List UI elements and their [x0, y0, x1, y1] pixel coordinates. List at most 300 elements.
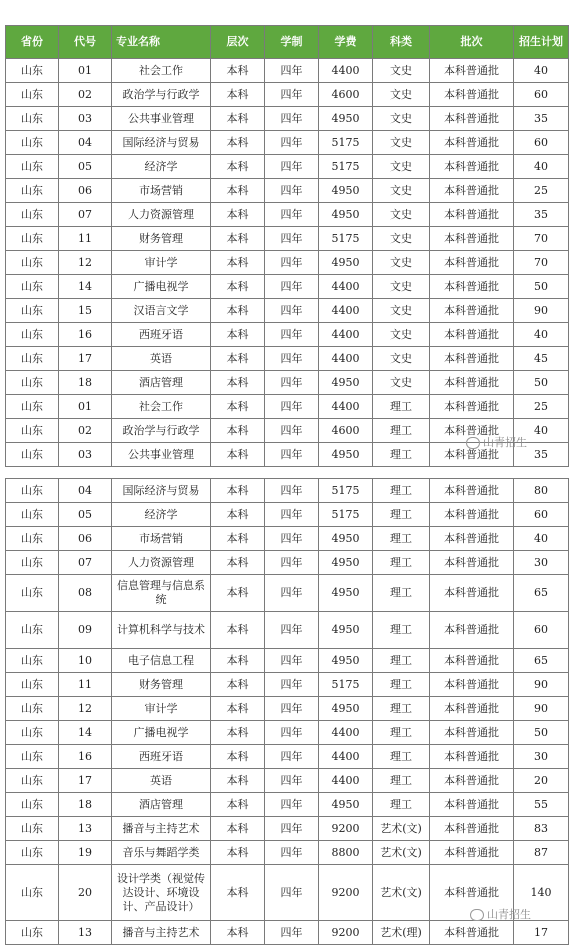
cell-batch: 本科普通批 — [430, 155, 514, 179]
cell-code: 19 — [59, 841, 112, 865]
cell-category: 文史 — [373, 59, 430, 83]
header-tuition: 学费 — [319, 26, 373, 59]
cell-quota: 60 — [514, 131, 569, 155]
cell-batch: 本科普通批 — [430, 551, 514, 575]
cell-batch: 本科普通批 — [430, 721, 514, 745]
cell-quota: 17 — [514, 921, 569, 945]
cell-code: 03 — [59, 107, 112, 131]
cell-major: 政治学与行政学 — [112, 83, 211, 107]
cell-province: 山东 — [6, 503, 59, 527]
cell-level: 本科 — [211, 612, 265, 649]
cell-province: 山东 — [6, 419, 59, 443]
cell-province: 山东 — [6, 575, 59, 612]
cell-duration: 四年 — [265, 323, 319, 347]
cell-tuition: 8800 — [319, 841, 373, 865]
cell-province: 山东 — [6, 347, 59, 371]
cell-batch: 本科普通批 — [430, 83, 514, 107]
table-row — [6, 395, 569, 419]
cell-code: 02 — [59, 419, 112, 443]
cell-duration: 四年 — [265, 649, 319, 673]
cell-major: 设计学类（视觉传达设计、环境设计、产品设计） — [112, 865, 211, 921]
cell-province: 山东 — [6, 395, 59, 419]
cell-category: 理工 — [373, 649, 430, 673]
cell-batch: 本科普通批 — [430, 841, 514, 865]
cell-batch: 本科普通批 — [430, 323, 514, 347]
cell-province: 山东 — [6, 179, 59, 203]
cell-batch: 本科普通批 — [430, 275, 514, 299]
cell-batch: 本科普通批 — [430, 371, 514, 395]
cell-duration: 四年 — [265, 745, 319, 769]
cell-category: 文史 — [373, 299, 430, 323]
cell-category: 理工 — [373, 697, 430, 721]
cell-province: 山东 — [6, 299, 59, 323]
cell-category: 文史 — [373, 131, 430, 155]
cell-level: 本科 — [211, 921, 265, 945]
table-row — [6, 841, 569, 865]
cell-batch: 本科普通批 — [430, 527, 514, 551]
table-row — [6, 575, 569, 612]
header-quota: 招生计划 — [514, 26, 569, 59]
cell-code: 18 — [59, 371, 112, 395]
cell-tuition: 4400 — [319, 769, 373, 793]
table-row — [6, 371, 569, 395]
cell-tuition: 9200 — [319, 921, 373, 945]
cell-province: 山东 — [6, 817, 59, 841]
cell-batch: 本科普通批 — [430, 697, 514, 721]
cell-level: 本科 — [211, 59, 265, 83]
cell-category: 文史 — [373, 179, 430, 203]
cell-major: 汉语言文学 — [112, 299, 211, 323]
cell-tuition: 5175 — [319, 673, 373, 697]
cell-code: 20 — [59, 865, 112, 921]
cell-category: 理工 — [373, 527, 430, 551]
table-row — [6, 251, 569, 275]
cell-duration: 四年 — [265, 347, 319, 371]
cell-quota: 50 — [514, 721, 569, 745]
cell-duration: 四年 — [265, 817, 319, 841]
cell-province: 山东 — [6, 745, 59, 769]
cell-level: 本科 — [211, 551, 265, 575]
cell-batch: 本科普通批 — [430, 793, 514, 817]
cell-level: 本科 — [211, 865, 265, 921]
cell-quota: 35 — [514, 203, 569, 227]
cell-province: 山东 — [6, 612, 59, 649]
table-row — [6, 697, 569, 721]
cell-major: 英语 — [112, 347, 211, 371]
cell-major: 财务管理 — [112, 673, 211, 697]
cell-duration: 四年 — [265, 479, 319, 503]
cell-batch: 本科普通批 — [430, 817, 514, 841]
cell-major: 播音与主持艺术 — [112, 921, 211, 945]
cell-level: 本科 — [211, 419, 265, 443]
watermark-text: 山青招生 — [483, 436, 527, 449]
cell-category: 文史 — [373, 203, 430, 227]
cell-level: 本科 — [211, 275, 265, 299]
cell-level: 本科 — [211, 673, 265, 697]
cell-province: 山东 — [6, 769, 59, 793]
cell-level: 本科 — [211, 251, 265, 275]
table-row — [6, 275, 569, 299]
cell-batch: 本科普通批 — [430, 227, 514, 251]
table-row — [6, 323, 569, 347]
cell-major: 国际经济与贸易 — [112, 131, 211, 155]
cell-batch: 本科普通批 — [430, 745, 514, 769]
cell-batch: 本科普通批 — [430, 921, 514, 945]
cell-level: 本科 — [211, 697, 265, 721]
cell-quota: 40 — [514, 323, 569, 347]
cell-category: 理工 — [373, 443, 430, 467]
cell-category: 艺术(理) — [373, 921, 430, 945]
cell-level: 本科 — [211, 793, 265, 817]
cell-major: 信息管理与信息系统 — [112, 575, 211, 612]
cell-duration: 四年 — [265, 155, 319, 179]
cell-category: 理工 — [373, 503, 430, 527]
cell-tuition: 4600 — [319, 419, 373, 443]
cell-duration: 四年 — [265, 865, 319, 921]
cell-code: 16 — [59, 745, 112, 769]
cell-category: 文史 — [373, 155, 430, 179]
table-row — [6, 299, 569, 323]
cell-category: 艺术(文) — [373, 841, 430, 865]
cell-category: 文史 — [373, 251, 430, 275]
cell-tuition: 4950 — [319, 179, 373, 203]
table-row — [6, 179, 569, 203]
cell-major: 社会工作 — [112, 59, 211, 83]
cell-level: 本科 — [211, 155, 265, 179]
cell-duration: 四年 — [265, 721, 319, 745]
cell-category: 文史 — [373, 371, 430, 395]
header-batch: 批次 — [430, 26, 514, 59]
cell-quota: 55 — [514, 793, 569, 817]
cell-duration: 四年 — [265, 83, 319, 107]
cell-code: 12 — [59, 697, 112, 721]
cell-category: 理工 — [373, 395, 430, 419]
cell-quota: 20 — [514, 769, 569, 793]
cell-quota: 45 — [514, 347, 569, 371]
cell-category: 文史 — [373, 227, 430, 251]
watermark-text: 山青招生 — [487, 908, 531, 921]
cell-batch: 本科普通批 — [430, 107, 514, 131]
table-row — [6, 551, 569, 575]
cell-major: 审计学 — [112, 251, 211, 275]
admissions-table-part1 — [5, 25, 569, 467]
table-row — [6, 769, 569, 793]
cell-level: 本科 — [211, 323, 265, 347]
table-row — [6, 155, 569, 179]
cell-province: 山东 — [6, 443, 59, 467]
cell-major: 计算机科学与技术 — [112, 612, 211, 649]
cell-duration: 四年 — [265, 673, 319, 697]
cell-major: 酒店管理 — [112, 793, 211, 817]
cell-code: 15 — [59, 299, 112, 323]
cell-province: 山东 — [6, 649, 59, 673]
cell-code: 17 — [59, 769, 112, 793]
cell-quota: 60 — [514, 612, 569, 649]
cell-batch: 本科普通批 — [430, 131, 514, 155]
cell-province: 山东 — [6, 323, 59, 347]
cell-code: 02 — [59, 83, 112, 107]
cell-quota: 70 — [514, 227, 569, 251]
cell-major: 公共事业管理 — [112, 443, 211, 467]
cell-category: 艺术(文) — [373, 817, 430, 841]
cell-major: 政治学与行政学 — [112, 419, 211, 443]
cell-province: 山东 — [6, 155, 59, 179]
cell-tuition: 5175 — [319, 227, 373, 251]
cell-major: 英语 — [112, 769, 211, 793]
cell-quota: 90 — [514, 299, 569, 323]
table-row — [6, 227, 569, 251]
cell-major: 市场营销 — [112, 527, 211, 551]
cell-major: 市场营销 — [112, 179, 211, 203]
cell-province: 山东 — [6, 371, 59, 395]
cell-province: 山东 — [6, 275, 59, 299]
cell-duration: 四年 — [265, 275, 319, 299]
cell-duration: 四年 — [265, 612, 319, 649]
cell-duration: 四年 — [265, 527, 319, 551]
cell-category: 艺术(文) — [373, 865, 430, 921]
cell-batch: 本科普通批 — [430, 865, 514, 921]
cell-level: 本科 — [211, 227, 265, 251]
wechat-icon — [470, 909, 484, 921]
cell-code: 01 — [59, 395, 112, 419]
cell-batch: 本科普通批 — [430, 203, 514, 227]
cell-tuition: 9200 — [319, 817, 373, 841]
cell-quota: 40 — [514, 419, 569, 443]
cell-batch: 本科普通批 — [430, 347, 514, 371]
cell-province: 山东 — [6, 527, 59, 551]
cell-tuition: 4400 — [319, 395, 373, 419]
table-row — [6, 479, 569, 503]
header-major: 专业名称 — [112, 26, 211, 59]
cell-duration: 四年 — [265, 697, 319, 721]
cell-quota: 25 — [514, 179, 569, 203]
cell-code: 10 — [59, 649, 112, 673]
cell-quota: 50 — [514, 275, 569, 299]
cell-tuition: 4950 — [319, 793, 373, 817]
cell-quota: 80 — [514, 479, 569, 503]
header-row — [6, 26, 569, 59]
cell-category: 理工 — [373, 793, 430, 817]
cell-tuition: 4950 — [319, 575, 373, 612]
table-row — [6, 59, 569, 83]
cell-quota: 30 — [514, 551, 569, 575]
cell-level: 本科 — [211, 479, 265, 503]
cell-level: 本科 — [211, 443, 265, 467]
cell-duration: 四年 — [265, 551, 319, 575]
table-row — [6, 347, 569, 371]
cell-batch: 本科普通批 — [430, 251, 514, 275]
cell-quota: 30 — [514, 745, 569, 769]
cell-duration: 四年 — [265, 179, 319, 203]
cell-major: 人力资源管理 — [112, 203, 211, 227]
cell-tuition: 4950 — [319, 697, 373, 721]
cell-batch: 本科普通批 — [430, 769, 514, 793]
cell-quota: 90 — [514, 697, 569, 721]
cell-category: 理工 — [373, 551, 430, 575]
cell-batch: 本科普通批 — [430, 299, 514, 323]
cell-batch: 本科普通批 — [430, 503, 514, 527]
cell-tuition: 5175 — [319, 155, 373, 179]
cell-batch: 本科普通批 — [430, 395, 514, 419]
cell-code: 09 — [59, 612, 112, 649]
cell-category: 理工 — [373, 479, 430, 503]
cell-major: 播音与主持艺术 — [112, 817, 211, 841]
cell-major: 人力资源管理 — [112, 551, 211, 575]
cell-duration: 四年 — [265, 59, 319, 83]
cell-batch: 本科普通批 — [430, 59, 514, 83]
cell-code: 18 — [59, 793, 112, 817]
wechat-icon — [466, 437, 480, 449]
table-row — [6, 649, 569, 673]
cell-duration: 四年 — [265, 793, 319, 817]
watermark — [466, 434, 527, 450]
cell-province: 山东 — [6, 551, 59, 575]
cell-duration: 四年 — [265, 227, 319, 251]
cell-tuition: 9200 — [319, 865, 373, 921]
cell-province: 山东 — [6, 227, 59, 251]
cell-batch: 本科普通批 — [430, 649, 514, 673]
cell-duration: 四年 — [265, 107, 319, 131]
cell-tuition: 4400 — [319, 275, 373, 299]
cell-major: 社会工作 — [112, 395, 211, 419]
cell-province: 山东 — [6, 921, 59, 945]
table-row — [6, 131, 569, 155]
cell-duration: 四年 — [265, 921, 319, 945]
cell-quota: 40 — [514, 59, 569, 83]
cell-tuition: 4950 — [319, 527, 373, 551]
cell-province: 山东 — [6, 203, 59, 227]
cell-province: 山东 — [6, 59, 59, 83]
cell-quota: 40 — [514, 155, 569, 179]
cell-major: 广播电视学 — [112, 275, 211, 299]
cell-level: 本科 — [211, 107, 265, 131]
cell-tuition: 4400 — [319, 347, 373, 371]
table-row — [6, 107, 569, 131]
admissions-table-part2 — [5, 478, 569, 945]
cell-duration: 四年 — [265, 371, 319, 395]
cell-level: 本科 — [211, 769, 265, 793]
cell-category: 理工 — [373, 673, 430, 697]
watermark — [470, 906, 531, 922]
cell-quota: 90 — [514, 673, 569, 697]
cell-batch: 本科普通批 — [430, 419, 514, 443]
cell-category: 理工 — [373, 721, 430, 745]
cell-major: 电子信息工程 — [112, 649, 211, 673]
cell-province: 山东 — [6, 107, 59, 131]
cell-duration: 四年 — [265, 443, 319, 467]
cell-code: 07 — [59, 551, 112, 575]
cell-level: 本科 — [211, 503, 265, 527]
cell-major: 经济学 — [112, 503, 211, 527]
table-row — [6, 83, 569, 107]
cell-quota: 65 — [514, 575, 569, 612]
cell-tuition: 4400 — [319, 323, 373, 347]
cell-tuition: 4950 — [319, 649, 373, 673]
cell-level: 本科 — [211, 575, 265, 612]
cell-category: 文史 — [373, 275, 430, 299]
table-row — [6, 793, 569, 817]
cell-province: 山东 — [6, 697, 59, 721]
cell-duration: 四年 — [265, 251, 319, 275]
cell-province: 山东 — [6, 841, 59, 865]
cell-level: 本科 — [211, 841, 265, 865]
cell-province: 山东 — [6, 83, 59, 107]
cell-duration: 四年 — [265, 395, 319, 419]
cell-batch: 本科普通批 — [430, 179, 514, 203]
cell-category: 理工 — [373, 769, 430, 793]
cell-code: 11 — [59, 673, 112, 697]
cell-quota: 60 — [514, 83, 569, 107]
cell-province: 山东 — [6, 131, 59, 155]
cell-duration: 四年 — [265, 769, 319, 793]
cell-quota: 40 — [514, 527, 569, 551]
cell-batch: 本科普通批 — [430, 673, 514, 697]
header-province: 省份 — [6, 26, 59, 59]
cell-major: 音乐与舞蹈学类 — [112, 841, 211, 865]
cell-tuition: 4950 — [319, 107, 373, 131]
cell-code: 14 — [59, 275, 112, 299]
cell-province: 山东 — [6, 865, 59, 921]
header-code: 代号 — [59, 26, 112, 59]
cell-code: 17 — [59, 347, 112, 371]
cell-quota: 83 — [514, 817, 569, 841]
cell-tuition: 4950 — [319, 443, 373, 467]
cell-tuition: 4400 — [319, 745, 373, 769]
cell-tuition: 4950 — [319, 251, 373, 275]
cell-duration: 四年 — [265, 203, 319, 227]
table-row — [6, 921, 569, 945]
cell-level: 本科 — [211, 817, 265, 841]
cell-level: 本科 — [211, 131, 265, 155]
cell-major: 国际经济与贸易 — [112, 479, 211, 503]
cell-duration: 四年 — [265, 419, 319, 443]
cell-quota: 35 — [514, 443, 569, 467]
cell-category: 理工 — [373, 575, 430, 612]
cell-tuition: 4950 — [319, 551, 373, 575]
cell-quota: 70 — [514, 251, 569, 275]
cell-batch: 本科普通批 — [430, 575, 514, 612]
header-duration: 学制 — [265, 26, 319, 59]
cell-province: 山东 — [6, 251, 59, 275]
cell-code: 01 — [59, 59, 112, 83]
table-row — [6, 527, 569, 551]
cell-level: 本科 — [211, 203, 265, 227]
table-row — [6, 673, 569, 697]
cell-level: 本科 — [211, 527, 265, 551]
cell-code: 12 — [59, 251, 112, 275]
cell-category: 理工 — [373, 419, 430, 443]
cell-tuition: 4950 — [319, 371, 373, 395]
cell-level: 本科 — [211, 371, 265, 395]
cell-tuition: 5175 — [319, 479, 373, 503]
cell-tuition: 4400 — [319, 721, 373, 745]
cell-code: 07 — [59, 203, 112, 227]
cell-level: 本科 — [211, 745, 265, 769]
cell-major: 审计学 — [112, 697, 211, 721]
cell-duration: 四年 — [265, 575, 319, 612]
cell-code: 04 — [59, 479, 112, 503]
cell-tuition: 4400 — [319, 59, 373, 83]
cell-major: 酒店管理 — [112, 371, 211, 395]
cell-category: 文史 — [373, 347, 430, 371]
cell-level: 本科 — [211, 649, 265, 673]
header-category: 科类 — [373, 26, 430, 59]
cell-quota: 65 — [514, 649, 569, 673]
cell-major: 西班牙语 — [112, 323, 211, 347]
cell-province: 山东 — [6, 673, 59, 697]
table-row — [6, 203, 569, 227]
cell-quota: 140 — [514, 865, 569, 921]
